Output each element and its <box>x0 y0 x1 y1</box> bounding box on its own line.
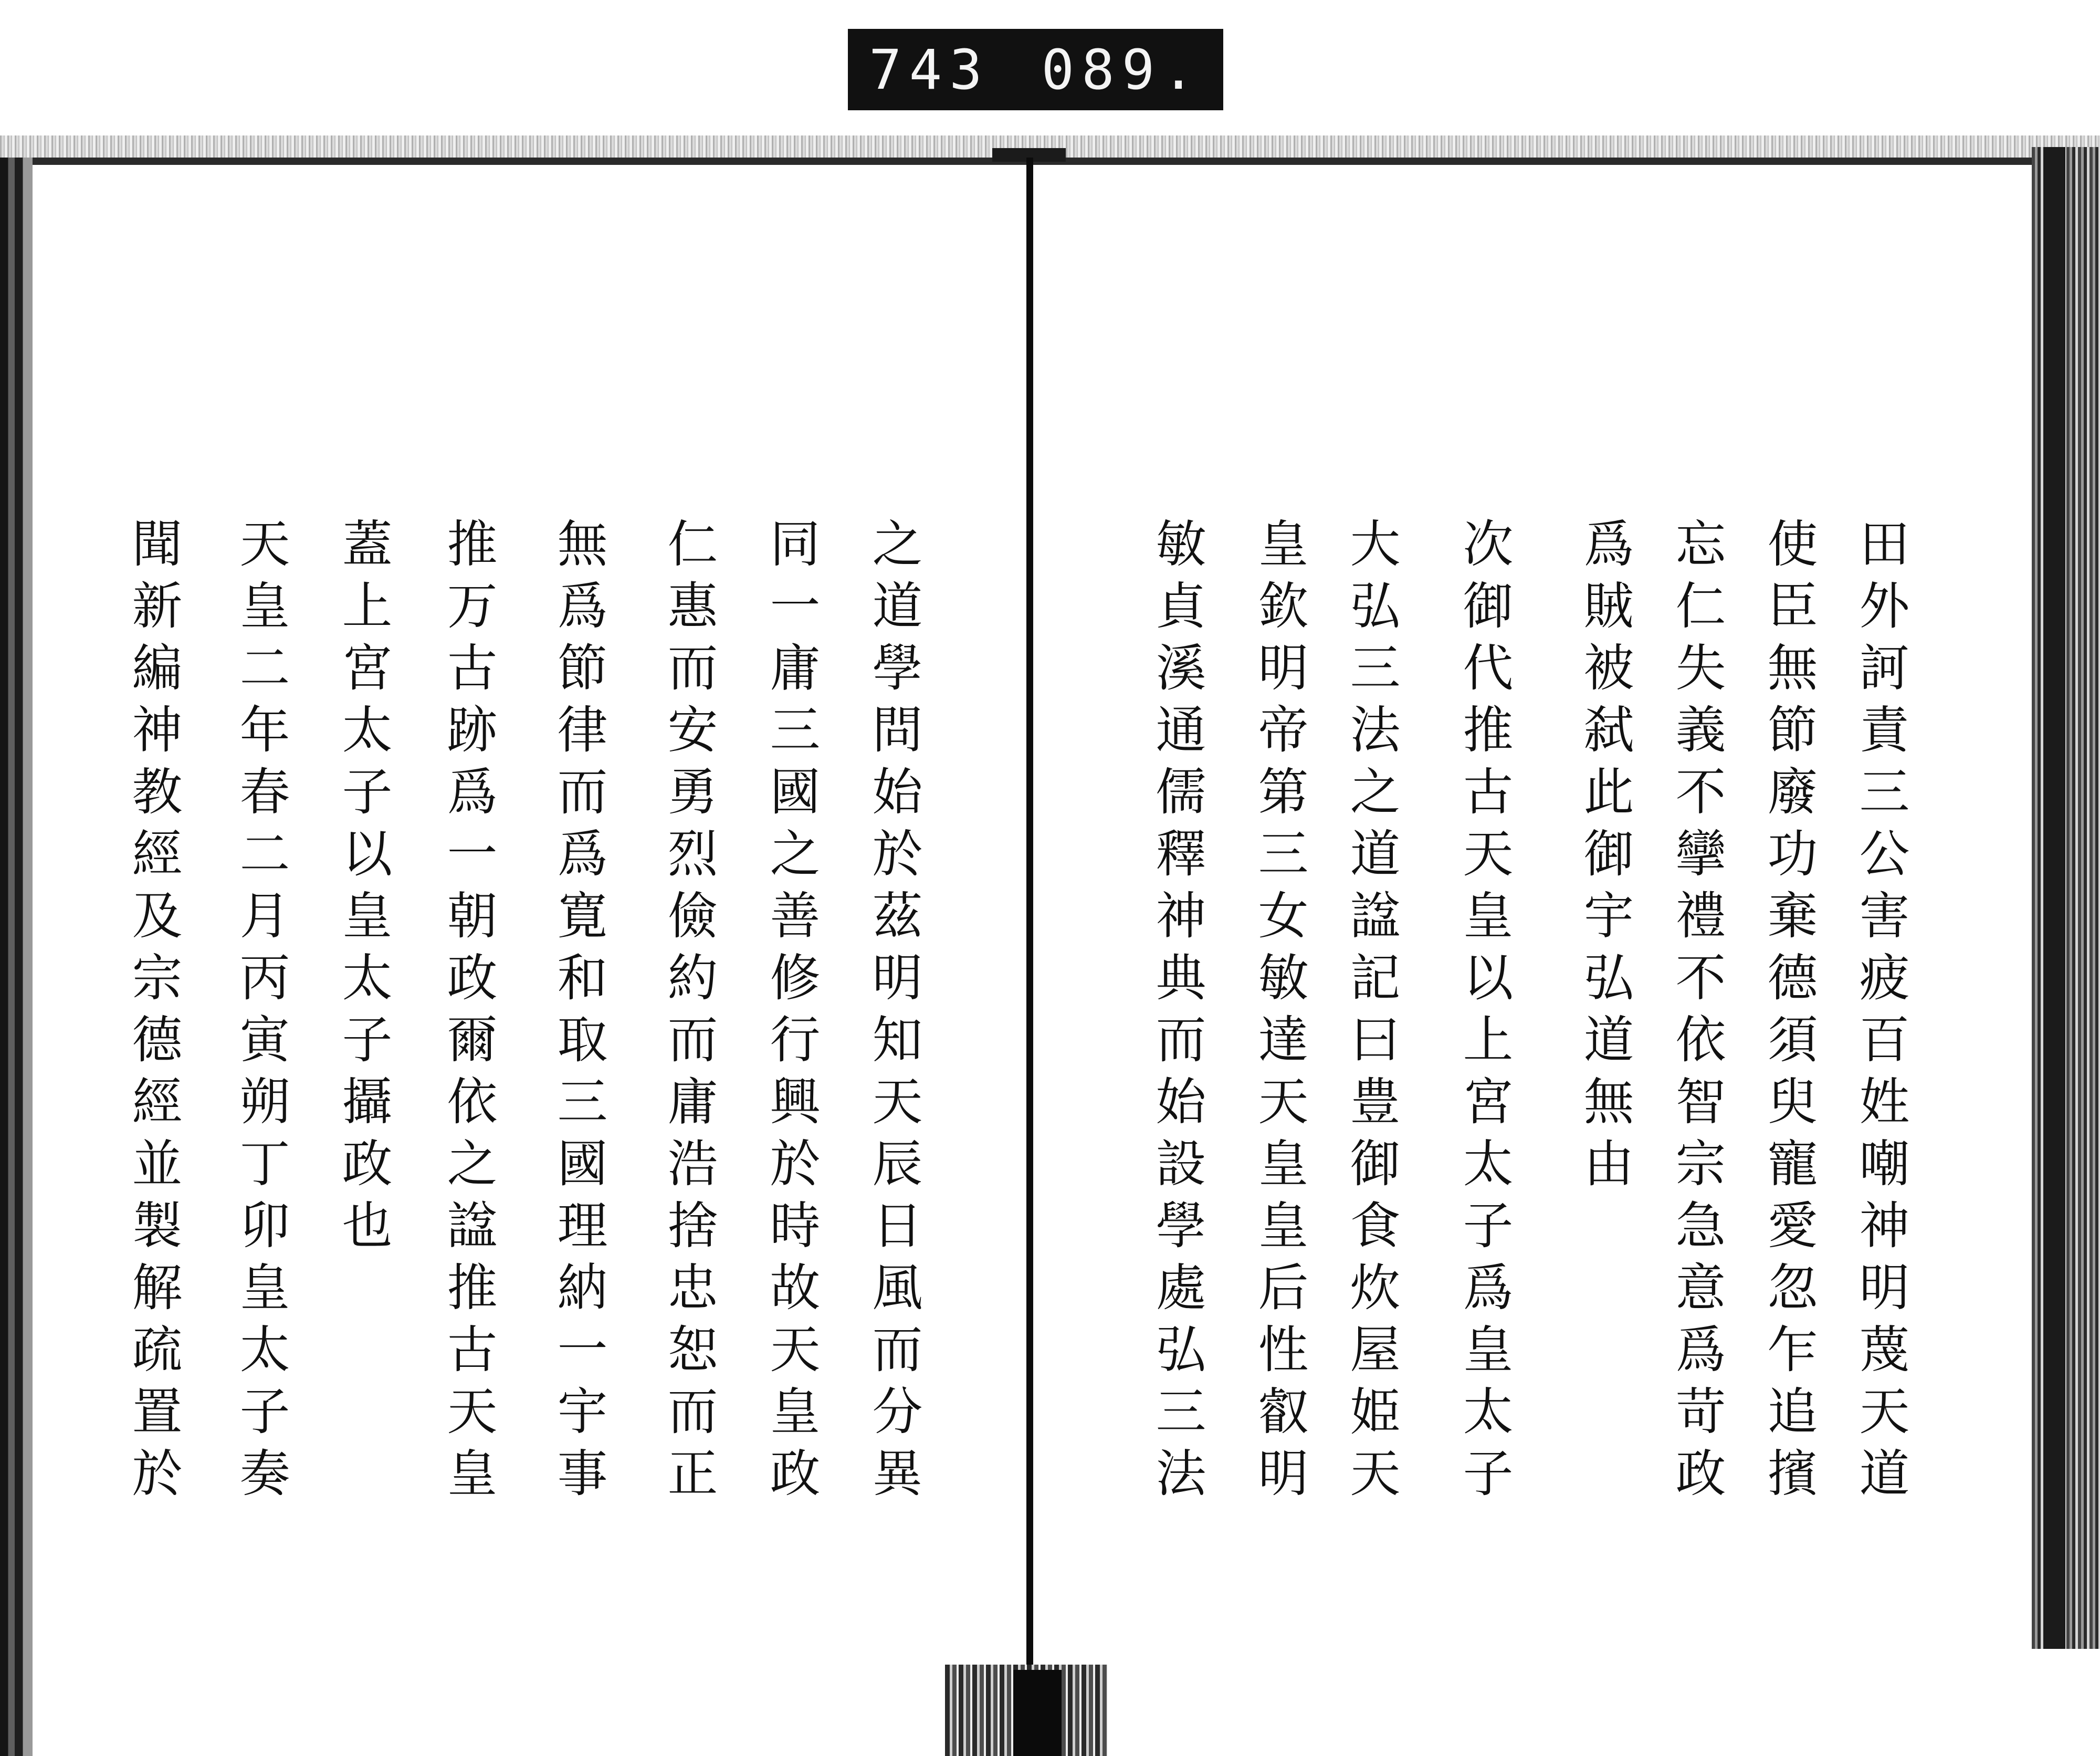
text-column: 大弘三法之道諡記曰豊御食炊屋姫天 <box>1342 517 1401 1509</box>
text-column: 仁惠而安勇烈儉約而庸浩捨忠恕而正 <box>659 517 718 1509</box>
right-page-margin <box>2032 147 2100 1649</box>
frame-number-label <box>848 29 1223 110</box>
text-column: 蓋上宮太子以皇太子攝政也 <box>334 517 393 1261</box>
text-column: 敏貞溪通儒釋神典而始設學處弘三法 <box>1148 517 1206 1509</box>
text-column: 次御代推古天皇以上宮太子爲皇太子 <box>1455 517 1514 1509</box>
text-column: 皇欽明帝第三女敏達天皇皇后性叡明 <box>1250 517 1309 1509</box>
text-column: 推万古跡爲一朝政爾依之諡推古天皇 <box>439 517 498 1509</box>
text-column: 田外訶責三公害疲百姓嘲神明蔑天道 <box>1851 517 1910 1509</box>
text-column: 無爲節律而爲寛和取三國理納一宇事 <box>549 517 608 1509</box>
text-column: 聞新編神教經及宗德經並製解疏置於 <box>124 517 183 1509</box>
text-column: 之道學問始於茲明知天辰日風而分異 <box>864 517 923 1509</box>
frame-number: 089. <box>1041 37 1202 102</box>
text-column: 爲賊被弑此御宇弘道無由 <box>1576 517 1634 1199</box>
right-page-edge <box>2043 147 2065 1649</box>
binding-block <box>1013 1670 1062 1756</box>
text-column: 忘仁失義不攣禮不依智宗急意爲苛政 <box>1667 517 1726 1509</box>
book-spine <box>1026 158 1033 1670</box>
reel-number: 743 <box>869 37 990 102</box>
left-page-margin <box>0 158 33 1756</box>
text-column: 天皇二年春二月丙寅朔丁卯皇太子奏 <box>232 517 290 1509</box>
text-column: 同一庸三國之善修行興於時故天皇政 <box>762 517 821 1509</box>
text-column: 使臣無節廢功棄德須臾寵愛忽乍追擯 <box>1759 517 1818 1509</box>
